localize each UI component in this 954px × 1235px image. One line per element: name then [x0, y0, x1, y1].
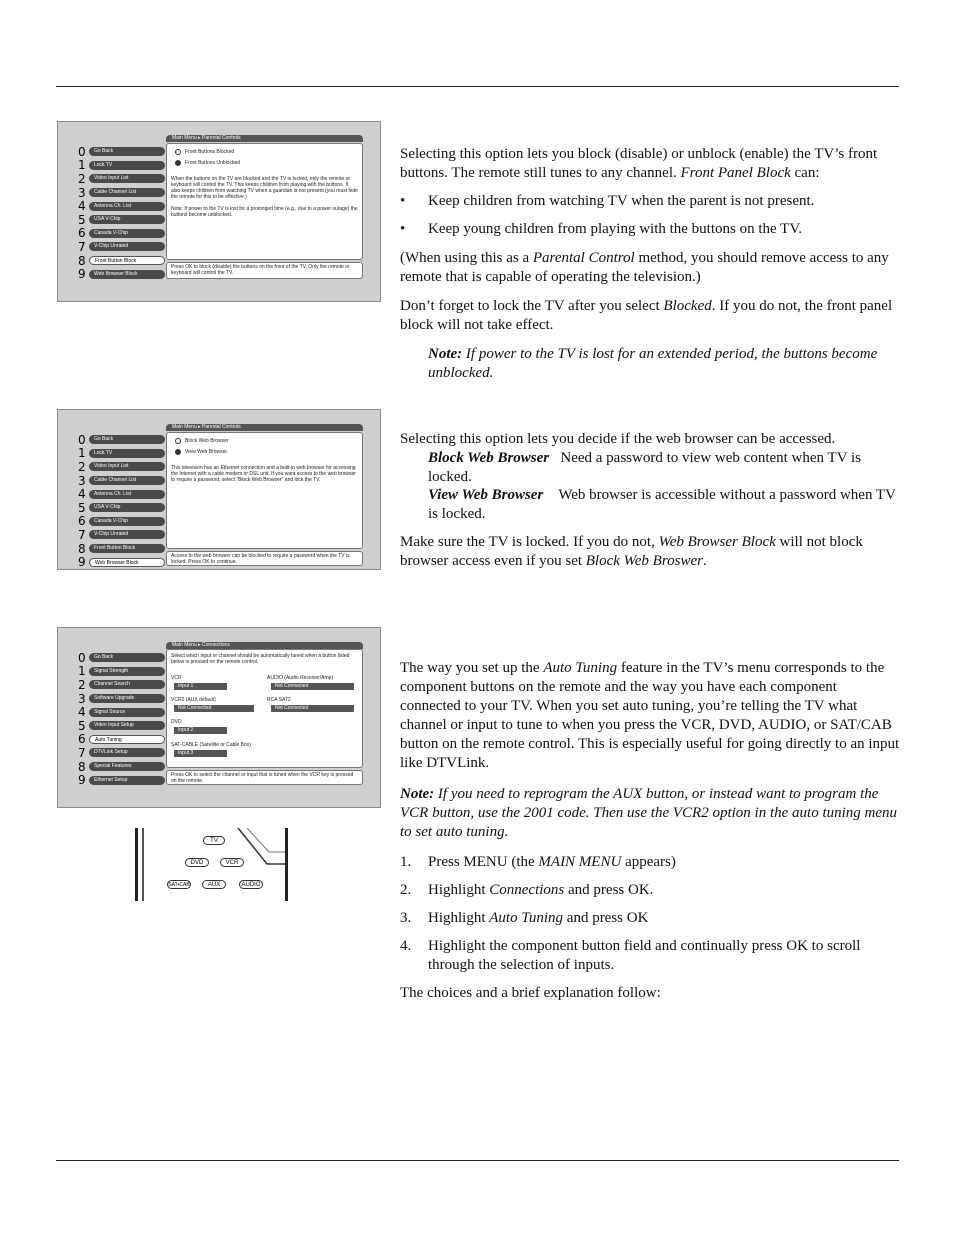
- vcr-label: VCR: [171, 675, 182, 681]
- aux-note: Note: If you need to reprogram the AUX button, or instead want to program the VCR button, use the 2001 code. Then use the VCR2 option in the auto tuning menu to set auto tuning.: [400, 786, 898, 840]
- radio-selected-icon: [175, 449, 181, 455]
- menu-item[interactable]: 4 Signal Source: [78, 705, 218, 719]
- aux-button[interactable]: AUX: [202, 880, 226, 889]
- menu-item[interactable]: 0 Go Back: [78, 433, 218, 447]
- front-block-intro: Selecting this option lets you block (disable) or unblock (enable) the TV’s front buttons. The remote still tunes to any channel. Front Panel Block can:: [400, 146, 878, 181]
- step-item: 3. Highlight Auto Tuning and press OK: [400, 910, 649, 926]
- content-panel: [166, 143, 363, 260]
- vcr2-value[interactable]: Not Connected: [174, 705, 254, 712]
- menu-item[interactable]: 2 Channel Search: [78, 678, 218, 692]
- dvd-button[interactable]: DVD: [185, 858, 209, 867]
- view-web-browser-term: View Web Browser Web browser is accessible without a password when TV is locked.: [428, 487, 896, 522]
- vcr-value[interactable]: Input 1: [174, 683, 227, 690]
- parental-control-paragraph: (When using this as a Parental Control method, you should remove access to any remote that is capable of operating the television.): [400, 250, 889, 285]
- step-item: 4. Highlight the component button field and continually press OK to scroll through the selection of inputs.: [400, 938, 861, 973]
- web-browser-block-screenshot: [57, 409, 381, 570]
- menu-item[interactable]: 2 Video Input List: [78, 172, 218, 186]
- option-block-browser[interactable]: Block Web Browser: [175, 438, 358, 444]
- menu-item[interactable]: 7 DTVLink Setup: [78, 746, 218, 760]
- web-lock-reminder: Make sure the TV is locked. If you do not, Web Browser Block will not block browser access even if you set Block Web Broswer.: [400, 534, 863, 569]
- audio-value[interactable]: Not Connected: [271, 683, 354, 690]
- menu-item[interactable]: 6 Canada V-Chip: [78, 227, 218, 241]
- bullet-item: • Keep children from watching TV when the parent is not present.: [400, 193, 815, 209]
- menu-item[interactable]: 5 USA V-Chip: [78, 501, 218, 515]
- intro: Select which input or channel should be automatically tuned when a button listed below is pressed on the remote control.: [171, 653, 350, 665]
- choices-intro: The choices and a brief explanation follow:: [400, 985, 661, 1001]
- hint-box: Access to the web browser can be blocked to require a password when the TV is locked. Press OK to continue.: [166, 551, 363, 566]
- menu-item[interactable]: 2 Video Input List: [78, 460, 218, 474]
- satcab-button[interactable]: SAT•CAB: [168, 882, 190, 888]
- menu-item[interactable]: 5 USA V-Chip: [78, 213, 218, 227]
- hint-box: Press OK to select the channel or input that is tuned when the VCR key is pressed on the remote.: [166, 770, 363, 785]
- menu-item[interactable]: 5 Video Input Setup: [78, 719, 218, 733]
- radio-selected-icon: [175, 160, 181, 166]
- top-rule: [56, 86, 899, 87]
- radio-icon: [175, 438, 181, 444]
- tv-button[interactable]: TV: [203, 836, 225, 845]
- front-button-block-screenshot: [57, 121, 381, 302]
- option-unblocked[interactable]: Front Buttons Unblocked: [175, 160, 358, 166]
- breadcrumb: Main Menu ▸ Parental Controls: [166, 424, 363, 431]
- menu-item[interactable]: 0 Go Back: [78, 651, 218, 665]
- menu-item[interactable]: 4 Antenna Ch. List: [78, 199, 218, 213]
- menu-item[interactable]: 4 Antenna Ch. List: [78, 487, 218, 501]
- menu-item-selected[interactable]: 8 Front Button Block: [78, 254, 218, 268]
- step-item: 1. Press MENU (the MAIN MENU appears): [400, 854, 676, 870]
- rcasat2-label: RCA SAT2: [267, 697, 291, 703]
- bullet-item: • Keep young children from playing with the buttons on the TV.: [400, 221, 802, 237]
- menu-item[interactable]: 6 Canada V-Chip: [78, 515, 218, 529]
- lock-reminder-paragraph: Don’t forget to lock the TV after you select Blocked. If you do not, the front panel block will not take effect.: [400, 298, 893, 333]
- description: This television has an Ethernet connection and a built-in web browser for accessing the Internet with a cable modem or DSL unit. If you want access to the web browser to require a password, select "Block Web Browser" and lock the TV.: [171, 465, 356, 483]
- menu-item[interactable]: 7 V-Chip Unrated: [78, 528, 218, 542]
- bottom-rule: [56, 1160, 899, 1161]
- breadcrumb: Main Menu ▸ Parental Controls: [166, 135, 363, 142]
- menu-item[interactable]: 1 Lock TV: [78, 159, 218, 173]
- web-block-intro: Selecting this option lets you decide if the web browser can be accessed.: [400, 431, 836, 447]
- remote-illustration: [135, 828, 288, 901]
- menu-item[interactable]: 9 Web Browser Block: [78, 267, 218, 281]
- menu-item[interactable]: 7 V-Chip Unrated: [78, 240, 218, 254]
- rcasat2-value[interactable]: Not Connected: [271, 705, 354, 712]
- satcable-value[interactable]: Input 3: [174, 750, 227, 757]
- breadcrumb: Main Menu ▸ Connections: [166, 642, 363, 649]
- option-view-browser[interactable]: View Web Browser: [175, 449, 358, 455]
- radio-icon: [175, 149, 181, 155]
- menu-item-selected[interactable]: 6 Auto Tuning: [78, 733, 218, 747]
- menu-item[interactable]: 8 Front Button Block: [78, 542, 218, 556]
- hint-box: Press OK to block (disable) the buttons on the front of the TV. Only the remote or keyboard will control the TV.: [166, 262, 363, 279]
- audio-button[interactable]: AUDIO: [239, 880, 263, 889]
- menu-item[interactable]: 0 Go Back: [78, 145, 218, 159]
- menu-item[interactable]: 3 Software Upgrade: [78, 692, 218, 706]
- menu-item[interactable]: 3 Cable Channel List: [78, 474, 218, 488]
- vcr-button[interactable]: VCR: [220, 858, 244, 867]
- menu-item[interactable]: 1 Lock TV: [78, 447, 218, 461]
- description: When the buttons on the TV are blocked and the TV is locked, only the remote or keyboard will control the TV. This keeps children from playing with the buttons. It also keeps children from watching TV when a guardian is not present (you must hide the remote for this to be effective.): [171, 176, 358, 200]
- content-panel: [166, 649, 363, 768]
- step-item: 2. Highlight Connections and press OK.: [400, 882, 654, 898]
- option-blocked[interactable]: Front Buttons Blocked: [175, 149, 358, 155]
- content-panel: [166, 432, 363, 549]
- audio-label: AUDIO (Audio Receiver/Amp): [267, 675, 334, 681]
- auto-tuning-screenshot: [57, 627, 381, 808]
- dvd-label: DVD: [171, 719, 182, 725]
- menu-item-selected[interactable]: 9 Web Browser Block: [78, 555, 218, 569]
- satcable-label: SAT-CABLE (Satellite or Cable Box): [171, 742, 251, 748]
- power-note: Note: If power to the TV is lost for an extended period, the buttons become unblocked.: [428, 346, 878, 381]
- menu-item[interactable]: 9 Ethernet Setup: [78, 773, 218, 787]
- menu-item[interactable]: 3 Cable Channel List: [78, 186, 218, 200]
- menu-item[interactable]: 8 Special Features: [78, 760, 218, 774]
- block-web-browser-term: Block Web Browser Need a password to view web content when TV is locked.: [428, 450, 862, 485]
- vcr2-label: VCR2 (AUX default): [171, 697, 216, 703]
- dvd-value[interactable]: Input 2: [174, 727, 227, 734]
- auto-tuning-paragraph: The way you set up the Auto Tuning feature in the TV’s menu corresponds to the component buttons on the remote and the way you have each component connected to your TV. When you set auto tuning, you’re telling the TV what channel or input to tune to when you press the VCR, DVD, AUDIO, or SAT/CAB button on the remote control. This is especially useful for going directly to an input like DTVLink.: [400, 660, 900, 771]
- note: Note: If power to the TV is lost for a prolonged time (e.g., due to a power outage) the buttons become unblocked.: [171, 206, 358, 218]
- menu-item[interactable]: 1 Signal Strength: [78, 665, 218, 679]
